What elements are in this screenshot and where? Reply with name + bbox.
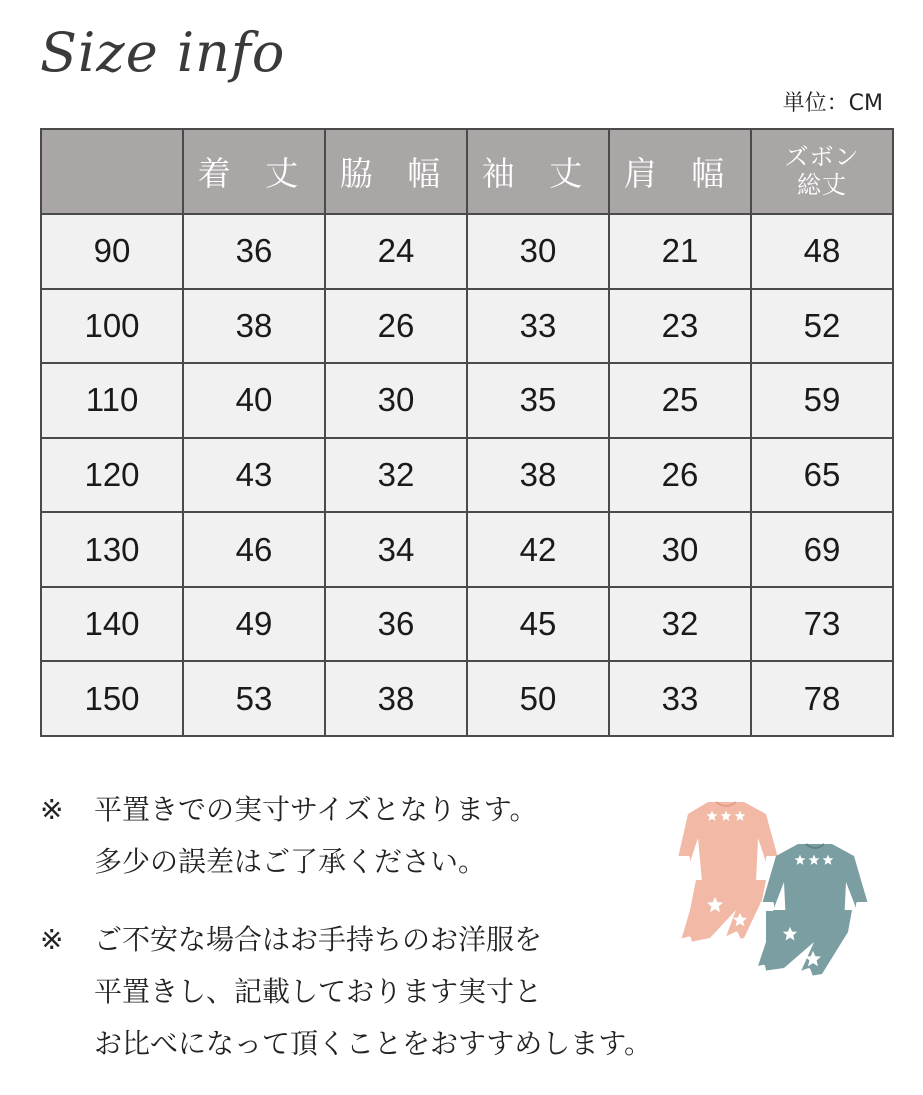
table-row bbox=[41, 661, 893, 736]
cell-width: 26 bbox=[325, 289, 467, 364]
cell-shoulder: 23 bbox=[609, 289, 751, 364]
cell-shoulder: 33 bbox=[609, 661, 751, 736]
note-2-line-2: 平置きし、記載しております実寸と bbox=[94, 975, 543, 1008]
cell-size: 120 bbox=[41, 438, 183, 513]
cell-width: 30 bbox=[325, 363, 467, 438]
cell-pants-length: 69 bbox=[751, 512, 893, 587]
cell-size: 130 bbox=[41, 512, 183, 587]
unit-label: 単位：CM bbox=[782, 91, 883, 116]
teal-top-cuff-right bbox=[856, 902, 870, 911]
cell-sleeve: 50 bbox=[467, 661, 609, 736]
page-title: Size info bbox=[40, 21, 286, 84]
cell-sleeve: 30 bbox=[467, 214, 609, 289]
cell-sleeve: 42 bbox=[467, 512, 609, 587]
cell-length: 38 bbox=[183, 289, 325, 364]
cell-width: 34 bbox=[325, 512, 467, 587]
cell-shoulder: 32 bbox=[609, 587, 751, 662]
cell-width: 38 bbox=[325, 661, 467, 736]
cell-pants-length: 59 bbox=[751, 363, 893, 438]
cell-shoulder: 25 bbox=[609, 363, 751, 438]
note-1-line-2: 多少の誤差はご了承ください。 bbox=[94, 845, 487, 878]
cell-pants-length: 65 bbox=[751, 438, 893, 513]
cell-shoulder: 21 bbox=[609, 214, 751, 289]
cell-length: 40 bbox=[183, 363, 325, 438]
header-shoulder: 肩 幅 bbox=[609, 129, 751, 214]
note-1-mark: ※ bbox=[40, 793, 64, 826]
cell-sleeve: 33 bbox=[467, 289, 609, 364]
header-pants-length bbox=[751, 129, 893, 214]
cell-size: 100 bbox=[41, 289, 183, 364]
table-row bbox=[41, 438, 893, 513]
cell-width: 32 bbox=[325, 438, 467, 513]
size-table bbox=[40, 128, 894, 737]
pink-pants-cuff-left bbox=[675, 936, 693, 950]
teal-top-cuff-left bbox=[760, 902, 774, 911]
header-width: 脇 幅 bbox=[325, 129, 467, 214]
cell-sleeve: 35 bbox=[467, 363, 609, 438]
cell-shoulder: 26 bbox=[609, 438, 751, 513]
header-length: 着 丈 bbox=[183, 129, 325, 214]
cell-pants-length: 48 bbox=[751, 214, 893, 289]
cell-width: 36 bbox=[325, 587, 467, 662]
note-2 bbox=[40, 914, 652, 1070]
header-corner bbox=[41, 129, 183, 214]
header-pants-length-line1: ズボン bbox=[784, 142, 860, 171]
note-1 bbox=[40, 784, 652, 888]
note-1-line-1: 平置きでの実寸サイズとなります。 bbox=[94, 793, 538, 826]
teal-pants-cuff-left bbox=[749, 964, 767, 977]
cell-length: 49 bbox=[183, 587, 325, 662]
cell-pants-length: 78 bbox=[751, 661, 893, 736]
note-2-mark: ※ bbox=[40, 923, 64, 956]
table-row bbox=[41, 587, 893, 662]
cell-size: 140 bbox=[41, 587, 183, 662]
table-row bbox=[41, 363, 893, 438]
cell-sleeve: 45 bbox=[467, 587, 609, 662]
pink-top-cuff-left bbox=[676, 856, 690, 865]
cell-shoulder: 30 bbox=[609, 512, 751, 587]
cell-size: 150 bbox=[41, 661, 183, 736]
cell-sleeve: 38 bbox=[467, 438, 609, 513]
notes bbox=[40, 784, 652, 1070]
table-row bbox=[41, 289, 893, 364]
teal-pants-cuff-right bbox=[795, 968, 813, 983]
size-table-header-row bbox=[41, 129, 893, 214]
cell-size: 90 bbox=[41, 214, 183, 289]
cell-pants-length: 52 bbox=[751, 289, 893, 364]
pink-top bbox=[678, 802, 778, 882]
cell-size: 110 bbox=[41, 363, 183, 438]
cell-pants-length: 73 bbox=[751, 587, 893, 662]
cell-length: 46 bbox=[183, 512, 325, 587]
cell-width: 24 bbox=[325, 214, 467, 289]
note-2-line-1: ご不安な場合はお手持ちのお洋服を bbox=[94, 923, 543, 956]
pink-pants bbox=[680, 880, 766, 944]
cell-length: 53 bbox=[183, 661, 325, 736]
note-2-line-3: お比べになって頂くことをおすすめします。 bbox=[94, 1027, 653, 1060]
pink-pajama-set bbox=[675, 802, 780, 950]
table-row bbox=[41, 214, 893, 289]
header-sleeve: 袖 丈 bbox=[467, 129, 609, 214]
pajama-illustration bbox=[662, 792, 890, 992]
cell-length: 36 bbox=[183, 214, 325, 289]
cell-length: 43 bbox=[183, 438, 325, 513]
table-row bbox=[41, 512, 893, 587]
header-pants-length-line2: 総丈 bbox=[797, 170, 847, 199]
